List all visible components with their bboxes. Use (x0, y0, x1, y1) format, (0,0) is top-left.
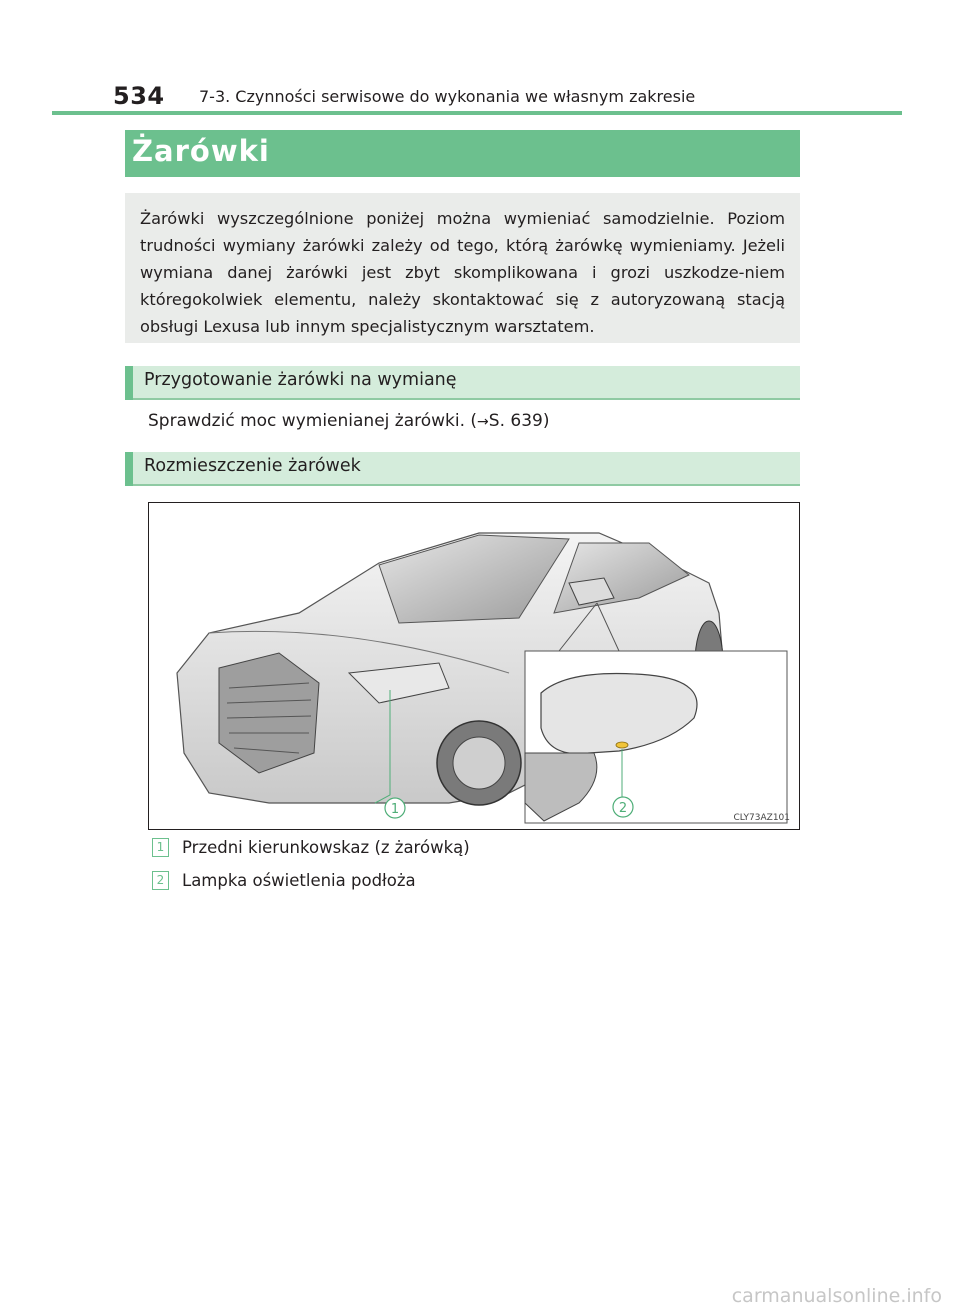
legend-label: Lampka oświetlenia podłoża (182, 871, 416, 890)
page-number: 534 (113, 82, 165, 110)
ground-light (616, 742, 628, 748)
subsection-title-preparation: Przygotowanie żarówki na wymianę (144, 370, 457, 390)
subsection-layout (125, 452, 800, 486)
subsection-accent (125, 366, 133, 400)
intro-text: Żarówki wyszczególnione poniżej można wymieniać samodzielnie. Poziom trudności wymiany żarówki zależy od tego, którą żarówkę wymieniamy. Jeżeli wymiana danej żarówki jest zbyt skomplikowana i grozi uszkodze-niem któregokolwiek elementu, należy skontaktować się z autoryzowaną stacją obsługi Lexusa lub innym specjalistycznym warsztatem. (140, 209, 785, 336)
arrow-right-icon: → (477, 414, 489, 430)
legend-item-2 (152, 871, 416, 890)
callout-1-label: 1 (390, 802, 400, 817)
legend-label: Przedni kierunkowskaz (z żarówką) (182, 838, 470, 857)
header-rule (52, 111, 902, 115)
subsection-accent (125, 452, 133, 486)
intro-box (125, 193, 800, 343)
legend-number: 2 (152, 871, 169, 890)
section-title-bar (125, 130, 800, 177)
subsection-title-layout: Rozmieszczenie żarówek (144, 456, 361, 476)
watermark: carmanualsonline.info (731, 1285, 942, 1307)
figure-code: CLY73AZ101 (733, 813, 790, 823)
section-title: Żarówki (132, 134, 270, 168)
page-reference: S. 639) (488, 411, 550, 431)
legend-item-1 (152, 838, 470, 857)
check-bulb-instruction: Sprawdzić moc wymienianej żarówki. ( (148, 411, 478, 431)
car-illustration (148, 502, 800, 830)
legend-number: 1 (152, 838, 169, 857)
callout-2-label: 2 (618, 801, 628, 816)
subsection-preparation (125, 366, 800, 400)
chapter-title: 7-3. Czynności serwisowe do wykonania we własnym zakresie (199, 87, 696, 106)
car-drawing (149, 503, 799, 829)
check-bulb-text (148, 411, 549, 431)
